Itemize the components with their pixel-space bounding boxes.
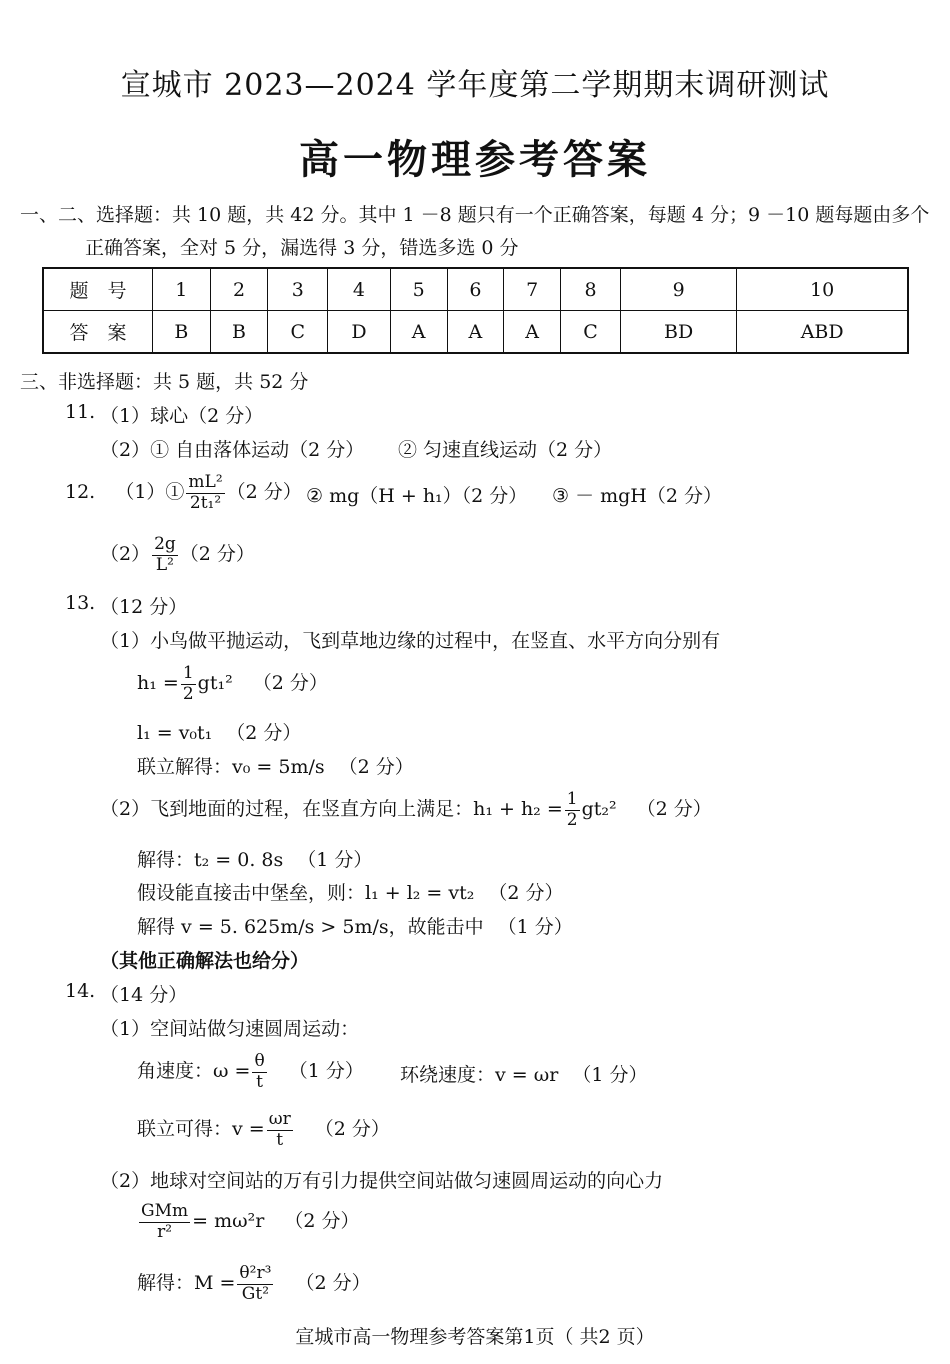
table-cell: B [210,311,268,354]
omega-fraction [252,1052,266,1092]
q13-eq6 [137,912,573,939]
score-text: （2 分） [284,1210,360,1232]
table-cell: 9 [620,268,736,311]
equation-text: 解得：M = [137,1272,236,1294]
table-cell: BD [620,311,736,354]
fraction-numerator: 1 [566,788,578,809]
q13-eq2 [137,718,301,745]
table-cell: 10 [737,268,908,311]
q11-number: 11. [65,401,96,423]
q13-number: 13. [65,592,96,614]
equation-text: gt₁² [197,672,233,694]
page-title: 高一物理参考答案 [299,136,651,183]
q12-score: （2 分） [226,481,302,503]
q12-line1 [65,467,302,517]
score-text: （2 分） [636,798,712,820]
q14-joint-eq [137,1104,390,1154]
table-header-cell: 答 案 [43,311,153,354]
q12-part1b: ② mg（H + h₁）（2 分） [306,485,528,507]
q14-part1: （1）空间站做匀速圆周运动： [100,1018,360,1040]
q14-number: 14. [65,980,96,1002]
equation-text: 角速度：ω = [137,1060,251,1082]
table-cell: 6 [447,268,504,311]
equation-text: l₁ = v₀t₁ [137,722,213,744]
equation-text: 解得：t₂ = 0. 8s [137,849,284,871]
table-row-answers [43,311,908,354]
fraction-numerator: GMm [141,1200,189,1221]
fraction-numerator: θ [254,1050,265,1071]
equation-text: （2）飞到地面的过程，在竖直方向上满足：h₁ + h₂ = [100,798,563,820]
table-header-cell: 题 号 [43,268,153,311]
score-text: （2 分） [295,1272,371,1294]
fraction-numerator: 2g [154,533,176,554]
q12-line2 [100,529,255,579]
q13-eq3 [137,752,414,779]
fraction-denominator: 2 [566,809,578,830]
equation-text: = mω²r [192,1210,265,1232]
score-text: （1 分） [572,1064,648,1086]
q14-v-eq [400,1060,647,1087]
equation-text: 联立解得：v₀ = 5m/s [137,756,325,778]
q13-eq5 [137,878,564,905]
q12-part2-prefix: （2） [100,543,151,565]
table-cell: 4 [328,268,391,311]
q11-part2a: （2）① 自由落体运动（2 分） [100,439,365,461]
q13-part2 [100,784,712,834]
table-cell: A [390,311,447,354]
q12-part1-prefix: （1）① [115,481,185,503]
table-cell: C [268,311,328,354]
q13-note: （其他正确解法也给分） [100,950,310,972]
fraction-numerator: 1 [182,662,194,683]
score-text: （2 分） [226,722,302,744]
half-fraction [181,664,196,704]
section3-heading: 三、非选择题：共 5 题，共 52 分 [20,371,309,393]
equation-text: h₁ = [137,672,179,694]
q12-fraction-1 [186,473,224,513]
fraction-denominator: t [256,1071,263,1092]
score-text: （2 分） [488,882,564,904]
score-text: （2 分） [314,1118,390,1140]
fraction-numerator: θ²r³ [239,1262,272,1283]
q14-score: （14 分） [100,984,188,1006]
score-text: （1 分） [497,916,573,938]
q14-omega-eq [137,1046,364,1096]
q14-gravity-eq [137,1196,359,1246]
score-text: （1 分） [288,1060,364,1082]
page-footer: 宣城市高一物理参考答案第1页（ 共2 页） [295,1326,655,1348]
q13-eq4 [137,845,372,872]
section1-line2: 正确答案，全对 5 分，漏选得 3 分，错选多选 0 分 [85,237,519,259]
fraction-denominator: r² [157,1221,173,1242]
q11-part1: （1）球心（2 分） [100,405,264,427]
joint-fraction [267,1110,293,1150]
score-text: （2 分） [338,756,414,778]
table-cell: C [561,311,621,354]
section1-line1: 一、二、选择题：共 10 题，共 42 分。其中 1 －8 题只有一个正确答案，每题 4 分；9 －10 题每题由多个 [20,204,930,226]
fraction-denominator: L² [155,554,174,575]
q14-mass-eq [137,1258,371,1308]
fraction-denominator: 2 [182,683,194,704]
q11-part2b: ② 匀速直线运动（2 分） [398,439,613,461]
gravity-fraction [139,1202,190,1242]
score-text: （1 分） [297,849,373,871]
table-cell: 1 [153,268,211,311]
table-cell: B [153,311,211,354]
q13-part1: （1）小鸟做平抛运动，飞到草地边缘的过程中，在竖直、水平方向分别有 [100,630,721,652]
exam-title: 宣城市 2023—2024 学年度第二学期期末调研测试 [120,68,830,103]
equation-text: gt₂² [581,798,617,820]
q12-score-2: （2 分） [179,543,255,565]
half-fraction [565,790,580,830]
equation-text: 联立可得：v = [137,1118,265,1140]
fraction-numerator: mL² [188,471,223,492]
mass-fraction [237,1264,273,1304]
fraction-denominator: Gt² [241,1283,270,1304]
q12-part1c: ③ － mgH（2 分） [552,485,722,507]
fraction-numerator: ωr [268,1108,291,1129]
table-cell: A [447,311,504,354]
q13-score: （12 分） [100,596,188,618]
fraction-denominator: t [276,1129,284,1150]
fraction-denominator: 2t₁² [189,492,222,513]
table-cell: A [504,311,561,354]
table-cell: 2 [210,268,268,311]
table-cell: 5 [390,268,447,311]
q12-fraction-2 [152,535,178,575]
q14-part2: （2）地球对空间站的万有引力提供空间站做匀速圆周运动的向心力 [100,1170,664,1192]
table-cell: 7 [504,268,561,311]
table-cell: 3 [268,268,328,311]
table-cell: ABD [737,311,908,354]
table-cell: 8 [561,268,621,311]
table-row-numbers [43,268,908,311]
answer-table [42,267,909,354]
equation-text: 解得 v = 5. 625m/s > 5m/s，故能击中 [137,916,484,938]
equation-text: 环绕速度：v = ωr [400,1064,559,1086]
score-text: （2 分） [252,672,328,694]
q13-eq1 [137,658,328,708]
table-cell: D [328,311,391,354]
equation-text: 假设能直接击中堡垒，则：l₁ + l₂ = vt₂ [137,882,475,904]
q12-number: 12. [65,481,96,503]
